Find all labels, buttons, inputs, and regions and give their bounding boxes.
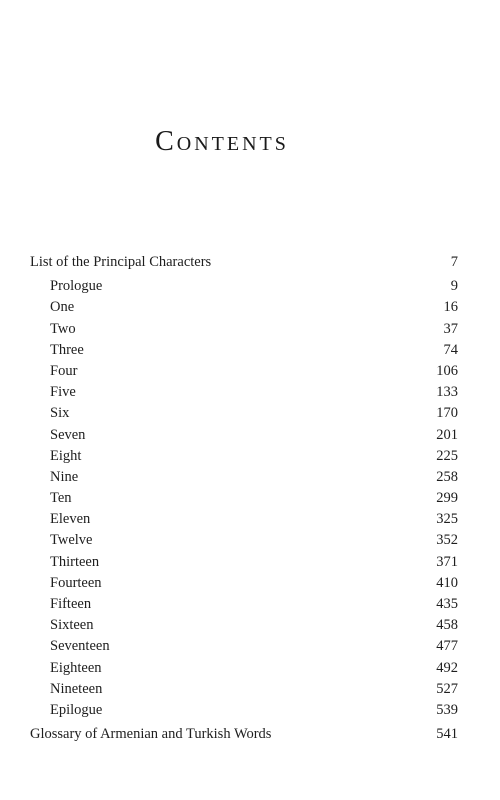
- toc-entry-chapter: [30, 552, 458, 573]
- toc-entry-label: Eighteen: [50, 659, 102, 676]
- toc-entry-chapter: [30, 297, 458, 318]
- toc-entry-label: Fourteen: [50, 574, 102, 591]
- toc-entry-page: 352: [436, 532, 458, 549]
- toc-entry-chapter: [30, 679, 458, 700]
- toc-entry-label: Ten: [50, 490, 72, 507]
- toc-entry-chapter: [30, 530, 458, 551]
- toc-entry-label: Nine: [50, 468, 79, 485]
- toc-entry-page: 225: [436, 447, 458, 464]
- toc-entry-label: Twelve: [50, 532, 93, 549]
- toc-entry-page: 435: [436, 596, 458, 612]
- toc-entry-label: Thirteen: [50, 553, 100, 570]
- toc-entry-chapter: [30, 425, 458, 446]
- toc-entry-chapter: [30, 403, 458, 424]
- toc-entry-label: Six: [50, 405, 70, 422]
- toc-entry-chapter: [30, 382, 458, 403]
- toc-entry-label: Four: [50, 362, 78, 379]
- toc-entry-page: 371: [436, 553, 458, 570]
- toc-entry-chapter: [30, 467, 458, 488]
- toc-entry-epilogue: [30, 700, 458, 721]
- toc-entry-page: 7: [450, 254, 458, 270]
- toc-entry-chapter: [30, 446, 458, 467]
- toc-entry-chapter: [30, 509, 458, 530]
- toc-entry-label: Eight: [50, 447, 82, 464]
- toc-entry-label: Two: [50, 320, 76, 337]
- toc-entry-page: 410: [436, 574, 458, 591]
- toc-entry-label: Five: [50, 384, 76, 401]
- toc-entry-chapter: [30, 573, 458, 594]
- toc-entry-label: One: [50, 299, 75, 316]
- toc-entry-principal-characters: [30, 252, 458, 273]
- toc-entry-chapter: [30, 636, 458, 657]
- toc-entry-label: Seventeen: [50, 638, 110, 655]
- toc-entry-chapter: [30, 615, 458, 636]
- toc-entry-label: Eleven: [50, 511, 91, 528]
- toc-entry-page: 133: [436, 384, 458, 401]
- toc-entry-label: Glossary of Armenian and Turkish Words: [30, 726, 272, 743]
- toc-entry-page: 106: [436, 362, 458, 379]
- toc-entry-page: 541: [436, 726, 458, 743]
- toc-entry-page: 492: [436, 659, 458, 676]
- table-of-contents: [30, 252, 458, 745]
- toc-entry-chapter: [30, 361, 458, 382]
- toc-entry-label: List of the Principal Characters: [30, 254, 212, 270]
- toc-entry-label: Nineteen: [50, 680, 103, 697]
- toc-entry-chapter: [30, 488, 458, 509]
- page-title: Contents: [155, 126, 289, 157]
- toc-entry-label: Three: [50, 341, 84, 358]
- toc-entry-page: 37: [443, 320, 458, 337]
- toc-entry-label: Prologue: [50, 278, 103, 295]
- toc-entry-page: 539: [436, 701, 458, 718]
- toc-entry-page: 299: [436, 490, 458, 507]
- toc-entry-label: Sixteen: [50, 617, 94, 634]
- toc-entry-page: 16: [443, 299, 458, 316]
- toc-entry-prologue: [30, 276, 458, 297]
- toc-entry-page: 258: [436, 468, 458, 485]
- toc-entry-glossary: [30, 724, 458, 745]
- toc-entry-page: 325: [436, 511, 458, 528]
- toc-entry-page: 477: [436, 638, 458, 655]
- toc-entry-label: Fifteen: [50, 596, 92, 612]
- toc-entry-page: 74: [443, 341, 458, 358]
- toc-entry-page: 201: [436, 426, 458, 443]
- toc-entry-page: 527: [436, 680, 458, 697]
- toc-entry-page: 170: [436, 405, 458, 422]
- toc-entry-chapter: [30, 340, 458, 361]
- toc-entry-page: 9: [450, 278, 458, 295]
- toc-entry-label: Epilogue: [50, 701, 103, 718]
- toc-entry-page: 458: [436, 617, 458, 634]
- toc-entry-chapter: [30, 594, 458, 615]
- toc-entry-chapter: [30, 658, 458, 679]
- toc-entry-label: Seven: [50, 426, 86, 443]
- toc-entry-chapter: [30, 319, 458, 340]
